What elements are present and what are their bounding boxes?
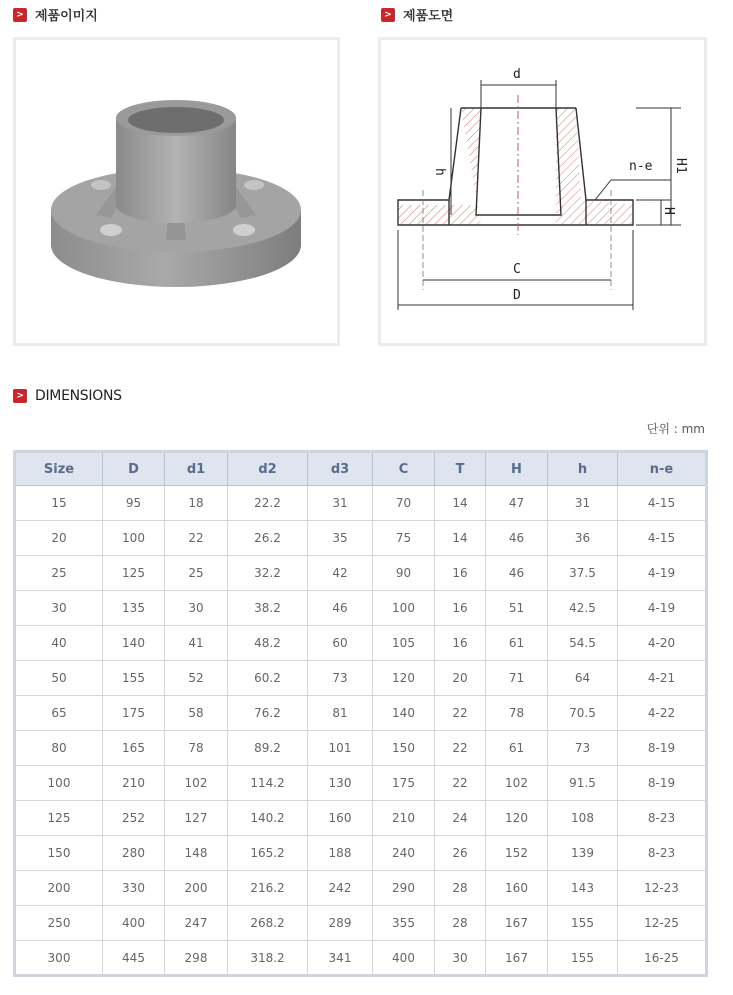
table-cell: 60.2 [228,661,308,696]
product-image-frame [13,37,340,346]
table-cell: 71 [486,661,548,696]
table-cell: 61 [486,626,548,661]
table-cell: 120 [373,661,435,696]
table-row [15,871,707,906]
table-cell: 188 [308,836,373,871]
table-cell: 240 [373,836,435,871]
table-cell: 16 [435,556,486,591]
column-header: d3 [308,452,373,486]
table-cell: 210 [103,766,165,801]
table-cell: 167 [486,906,548,941]
column-header: Size [15,452,103,486]
table-cell: 175 [373,766,435,801]
table-row [15,801,707,836]
column-header: d2 [228,452,308,486]
table-cell: 15 [15,486,103,521]
column-header: n-e [618,452,707,486]
table-cell: 120 [486,801,548,836]
table-cell: 36 [548,521,618,556]
drawing-title: 제품도면 [403,9,454,24]
table-cell: 40 [15,626,103,661]
product-image-heading [13,5,98,24]
table-cell: 150 [373,731,435,766]
table-cell: 65 [15,696,103,731]
column-header: h [548,452,618,486]
table-cell: 298 [165,941,228,976]
table-cell: 160 [308,801,373,836]
table-cell: 14 [435,521,486,556]
table-cell: 78 [486,696,548,731]
column-header: H [486,452,548,486]
table-row [15,766,707,801]
table-cell: 46 [486,556,548,591]
table-cell: 150 [15,836,103,871]
table-cell: 20 [435,661,486,696]
table-cell: 30 [435,941,486,976]
table-row [15,521,707,556]
table-cell: 165 [103,731,165,766]
table-cell: 160 [486,871,548,906]
table-cell: 54.5 [548,626,618,661]
table-cell: 130 [308,766,373,801]
table-row [15,836,707,871]
table-cell: 140.2 [228,801,308,836]
table-cell: 155 [548,906,618,941]
table-cell: 28 [435,871,486,906]
table-cell: 4-15 [618,486,707,521]
table-cell: 61 [486,731,548,766]
table-cell: 289 [308,906,373,941]
table-cell: 51 [486,591,548,626]
table-cell: 73 [548,731,618,766]
table-cell: 100 [373,591,435,626]
table-cell: 114.2 [228,766,308,801]
table-cell: 100 [103,521,165,556]
table-cell: 50 [15,661,103,696]
table-cell: 26.2 [228,521,308,556]
table-cell: 200 [165,871,228,906]
table-cell: 12-23 [618,871,707,906]
flange-technical-drawing [381,40,704,343]
table-cell: 355 [373,906,435,941]
table-cell: 4-20 [618,626,707,661]
column-header: D [103,452,165,486]
table-row [15,941,707,976]
chevron-right-icon: > [381,8,395,22]
chevron-right-icon: > [13,8,27,22]
table-cell: 16 [435,591,486,626]
table-cell: 35 [308,521,373,556]
table-header-row [15,452,707,486]
table-cell: 42 [308,556,373,591]
drawing-heading [381,5,453,24]
table-cell: 64 [548,661,618,696]
chevron-right-icon: > [13,389,27,403]
table-cell: 46 [308,591,373,626]
table-cell: 22 [435,731,486,766]
table-cell: 140 [103,626,165,661]
table-row [15,731,707,766]
table-cell: 20 [15,521,103,556]
table-cell: 89.2 [228,731,308,766]
table-cell: 140 [373,696,435,731]
table-cell: 318.2 [228,941,308,976]
label-d: d [513,67,521,82]
table-cell: 4-15 [618,521,707,556]
table-row [15,591,707,626]
table-cell: 30 [15,591,103,626]
table-cell: 143 [548,871,618,906]
dimensions-title: DIMENSIONS [35,388,122,404]
table-cell: 101 [308,731,373,766]
table-cell: 268.2 [228,906,308,941]
table-cell: 81 [308,696,373,731]
table-cell: 90 [373,556,435,591]
table-cell: 4-21 [618,661,707,696]
table-cell: 135 [103,591,165,626]
table-cell: 125 [103,556,165,591]
table-cell: 200 [15,871,103,906]
table-row [15,486,707,521]
table-cell: 24 [435,801,486,836]
table-cell: 31 [308,486,373,521]
table-cell: 102 [165,766,228,801]
table-cell: 48.2 [228,626,308,661]
table-cell: 42.5 [548,591,618,626]
table-cell: 4-19 [618,591,707,626]
table-cell: 247 [165,906,228,941]
label-h1: H1 [673,158,688,174]
table-cell: 330 [103,871,165,906]
table-cell: 400 [373,941,435,976]
table-cell: 38.2 [228,591,308,626]
table-row [15,696,707,731]
table-cell: 148 [165,836,228,871]
table-cell: 445 [103,941,165,976]
table-cell: 58 [165,696,228,731]
table-cell: 175 [103,696,165,731]
table-cell: 250 [15,906,103,941]
table-cell: 70 [373,486,435,521]
table-cell: 8-19 [618,766,707,801]
table-cell: 167 [486,941,548,976]
table-cell: 155 [548,941,618,976]
table-cell: 139 [548,836,618,871]
table-cell: 152 [486,836,548,871]
table-cell: 16-25 [618,941,707,976]
label-big-h: H [661,207,676,215]
table-cell: 8-23 [618,836,707,871]
table-cell: 80 [15,731,103,766]
table-cell: 95 [103,486,165,521]
table-cell: 280 [103,836,165,871]
label-c: C [513,262,521,277]
table-cell: 47 [486,486,548,521]
column-header: C [373,452,435,486]
table-cell: 127 [165,801,228,836]
label-h: h [432,168,447,176]
table-cell: 4-22 [618,696,707,731]
product-image-title: 제품이미지 [35,9,98,24]
table-cell: 73 [308,661,373,696]
table-cell: 41 [165,626,228,661]
table-cell: 341 [308,941,373,976]
table-cell: 210 [373,801,435,836]
table-cell: 22 [165,521,228,556]
table-cell: 14 [435,486,486,521]
table-row [15,661,707,696]
table-cell: 400 [103,906,165,941]
table-cell: 60 [308,626,373,661]
table-cell: 300 [15,941,103,976]
table-cell: 76.2 [228,696,308,731]
label-n-e: n-e [629,159,653,174]
table-cell: 78 [165,731,228,766]
table-cell: 100 [15,766,103,801]
table-cell: 37.5 [548,556,618,591]
table-cell: 32.2 [228,556,308,591]
table-cell: 252 [103,801,165,836]
table-cell: 25 [165,556,228,591]
table-cell: 18 [165,486,228,521]
table-cell: 105 [373,626,435,661]
table-cell: 46 [486,521,548,556]
table-cell: 22 [435,766,486,801]
column-header: T [435,452,486,486]
table-cell: 22.2 [228,486,308,521]
dimensions-table [13,450,708,977]
table-cell: 28 [435,906,486,941]
table-row [15,626,707,661]
table-cell: 165.2 [228,836,308,871]
table-row [15,906,707,941]
table-cell: 242 [308,871,373,906]
table-cell: 125 [15,801,103,836]
table-cell: 75 [373,521,435,556]
table-cell: 26 [435,836,486,871]
drawing-frame [378,37,707,346]
table-cell: 12-25 [618,906,707,941]
table-row [15,556,707,591]
table-cell: 16 [435,626,486,661]
table-cell: 25 [15,556,103,591]
label-big-d: D [513,288,521,303]
table-cell: 102 [486,766,548,801]
table-cell: 216.2 [228,871,308,906]
table-cell: 91.5 [548,766,618,801]
table-cell: 70.5 [548,696,618,731]
table-cell: 108 [548,801,618,836]
table-cell: 155 [103,661,165,696]
table-cell: 31 [548,486,618,521]
dimensions-heading [13,388,122,404]
table-cell: 52 [165,661,228,696]
flange-product-image [16,40,337,343]
unit-label: 단위 : mm [646,422,705,436]
table-cell: 22 [435,696,486,731]
table-cell: 30 [165,591,228,626]
column-header: d1 [165,452,228,486]
table-cell: 290 [373,871,435,906]
table-cell: 8-23 [618,801,707,836]
table-cell: 4-19 [618,556,707,591]
table-cell: 8-19 [618,731,707,766]
